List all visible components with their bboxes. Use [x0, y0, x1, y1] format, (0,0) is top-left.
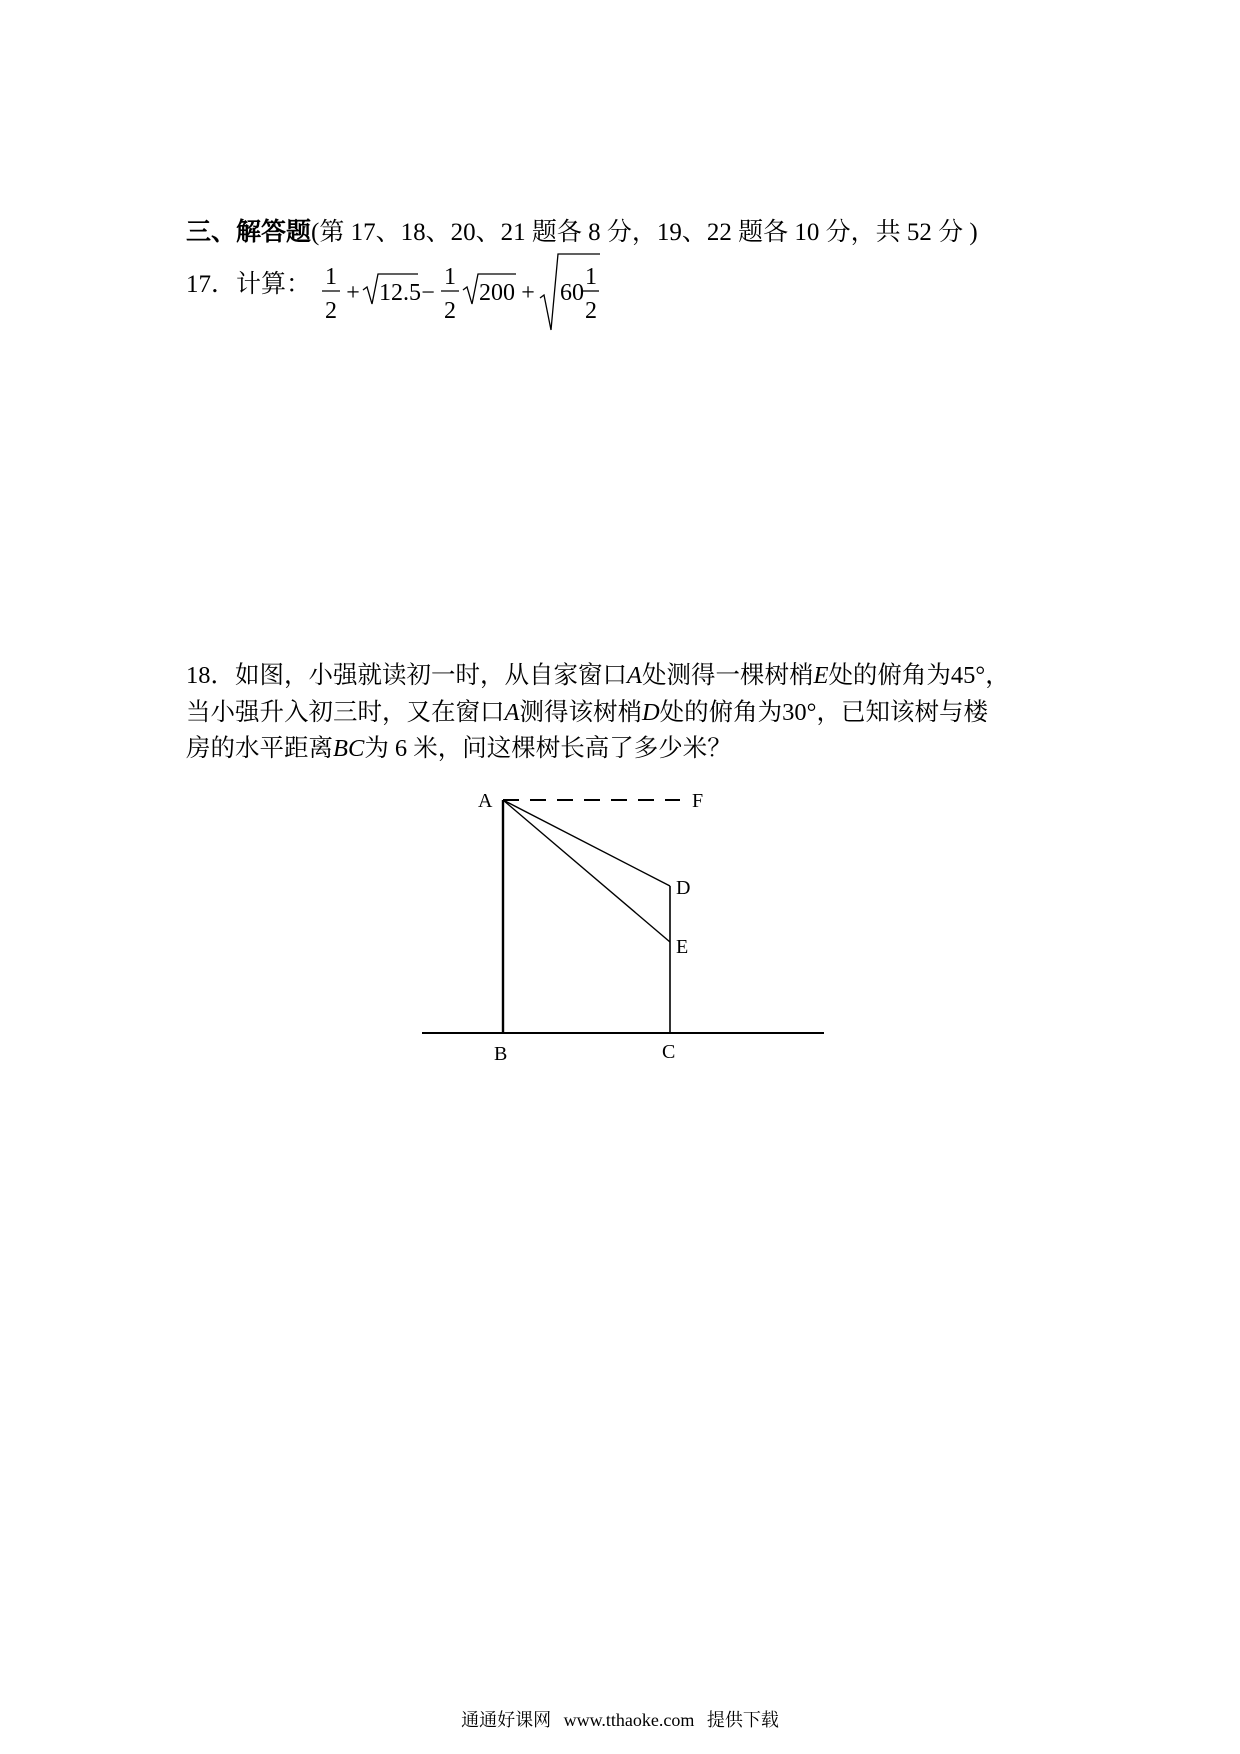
q18-text: 房的水平距离 — [186, 735, 333, 762]
point-a-ref: A — [504, 698, 520, 726]
sight-line-ad — [503, 800, 670, 886]
question-17-number: 17． — [186, 271, 237, 298]
frac1-denominator: 2 — [325, 298, 337, 324]
q18-text: 当小强升入初三时，又在窗口 — [186, 698, 505, 726]
footer-url: www.tthaoke.com — [563, 1710, 695, 1730]
sqrt3-denominator: 2 — [585, 298, 597, 324]
q18-text: 处测得一棵树梢 — [641, 662, 814, 689]
label-f: F — [692, 790, 704, 812]
q18-text: 处的俯角为45°， — [828, 662, 1010, 689]
question-18-number: 18． — [186, 662, 235, 689]
point-e-ref: E — [813, 662, 829, 689]
sqrt1-radicand: 12.5 — [379, 280, 421, 306]
q18-text: 为 6 米，问这棵树长高了多少米？ — [364, 735, 732, 762]
footer-action: 提供下载 — [706, 1710, 779, 1730]
sqrt3-whole: 60 — [560, 280, 584, 306]
plus-sign-1: + — [346, 280, 360, 306]
section-heading — [186, 218, 978, 248]
segment-bc-ref: BC — [333, 735, 365, 762]
section-title: 三、解答题 — [186, 219, 312, 246]
section-scoring: (第 17、18、20、21 题各 8 分，19、22 题各 10 分，共 52 分 ) — [311, 219, 978, 246]
footer-site-name: 通通好课网 — [461, 1710, 552, 1730]
question-17 — [186, 268, 311, 302]
question-17-label: 计算： — [236, 271, 312, 298]
point-d-ref: D — [641, 698, 660, 726]
q18-text: 处的俯角为30°，已知该树与楼 — [659, 698, 988, 726]
label-a: A — [478, 790, 493, 812]
label-d: D — [676, 877, 691, 899]
sqrt2-radicand: 200 — [479, 280, 515, 306]
question-18-line-3 — [186, 731, 1010, 768]
frac2-numerator: 1 — [444, 264, 456, 290]
label-c: C — [662, 1041, 676, 1063]
sqrt3-numerator: 1 — [585, 264, 597, 290]
label-e: E — [676, 936, 689, 958]
page-footer — [0, 1706, 1240, 1732]
q18-text: 如图，小强就读初一时，从自家窗口 — [235, 662, 627, 689]
question-18-line-1 — [186, 658, 1010, 695]
frac1-numerator: 1 — [325, 264, 337, 290]
frac2-denominator: 2 — [444, 298, 456, 324]
question-17-expression — [318, 250, 618, 336]
question-18 — [186, 658, 1010, 768]
sight-line-ae — [503, 800, 670, 942]
point-a-ref: A — [627, 662, 642, 689]
plus-sign-2: + — [521, 280, 535, 306]
question-18-line-2 — [186, 695, 1010, 732]
q18-text: 测得该树梢 — [519, 698, 642, 726]
geometry-figure — [412, 770, 832, 1070]
label-b: B — [494, 1043, 508, 1065]
minus-sign: − — [421, 280, 435, 306]
